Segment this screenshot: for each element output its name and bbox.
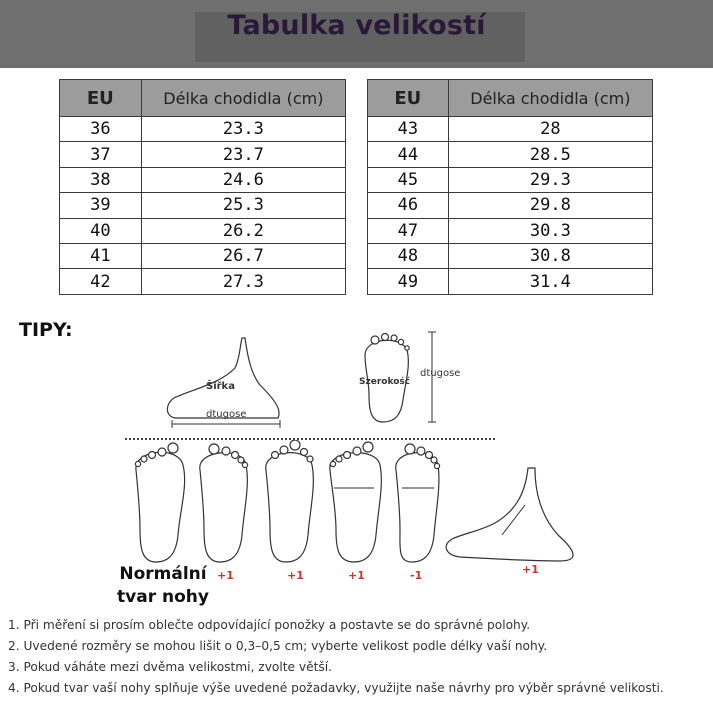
size-table-right: [367, 79, 653, 295]
table-row: [368, 193, 653, 218]
diff-label-5: +1: [522, 563, 539, 576]
eu-size-cell: 40: [60, 218, 142, 243]
note-item: 4. Pokud tvar vaší nohy splňuje výše uvedené požadavky, využijte naše návrhy pro výběr správné velikosti.: [8, 681, 664, 695]
foot-length-cell: 26.7: [141, 243, 345, 268]
table-row: [368, 269, 653, 294]
table-row: [60, 243, 346, 268]
eu-size-cell: 49: [368, 269, 449, 294]
foot-shapes: [128, 440, 458, 565]
header-length: Délka chodidla (cm): [448, 80, 652, 117]
foot-shape-3: [266, 440, 314, 562]
eu-size-cell: 43: [368, 117, 449, 142]
side-width-label: Šířka: [206, 381, 235, 392]
table-header-row: [60, 80, 346, 117]
foot-length-cell: 28: [448, 117, 652, 142]
table-row: [60, 269, 346, 294]
table-header-row: [368, 80, 653, 117]
table-row: [368, 243, 653, 268]
eu-size-cell: 47: [368, 218, 449, 243]
note-item: 1. Při měření si prosím oblečte odpovídající ponožky a postavte se do správné polohy.: [8, 618, 531, 632]
table-row: [60, 218, 346, 243]
foot-length-cell: 27.3: [141, 269, 345, 294]
foot-shape-1: [135, 443, 184, 562]
table-row: [60, 167, 346, 192]
diff-label-3: +1: [348, 569, 365, 582]
table-row: [60, 117, 346, 142]
foot-length-cell: 30.8: [448, 243, 652, 268]
table-row: [60, 193, 346, 218]
arch-foot-illustration: [440, 465, 580, 565]
foot-shape-2: [200, 444, 248, 562]
foot-length-cell: 28.5: [448, 142, 652, 167]
table-row: [368, 218, 653, 243]
foot-length-cell: 24.6: [141, 167, 345, 192]
eu-size-cell: 37: [60, 142, 142, 167]
header-eu: EU: [368, 80, 449, 117]
eu-size-cell: 46: [368, 193, 449, 218]
top-width-label: Szerokość: [359, 377, 411, 387]
page-title: Tabulka velikostí: [227, 10, 486, 41]
tips-heading: TIPY:: [19, 319, 73, 341]
eu-size-cell: 45: [368, 167, 449, 192]
foot-length-cell: 31.4: [448, 269, 652, 294]
foot-length-cell: 29.8: [448, 193, 652, 218]
table-row: [368, 167, 653, 192]
foot-length-cell: 23.3: [141, 117, 345, 142]
eu-size-cell: 42: [60, 269, 142, 294]
diff-label-1: +1: [217, 569, 234, 582]
side-length-label: dtugose: [206, 409, 247, 420]
notes-list: [8, 615, 708, 697]
eu-size-cell: 39: [60, 193, 142, 218]
eu-size-cell: 36: [60, 117, 142, 142]
foot-length-cell: 30.3: [448, 218, 652, 243]
size-table-left: [59, 79, 346, 295]
foot-shape-4: [330, 442, 382, 562]
eu-size-cell: 41: [60, 243, 142, 268]
table-row: [368, 117, 653, 142]
foot-length-cell: 25.3: [141, 193, 345, 218]
foot-length-cell: 23.7: [141, 142, 345, 167]
foot-length-cell: 26.2: [141, 218, 345, 243]
table-row: [60, 142, 346, 167]
normal-foot-label: Normální tvar nohy: [117, 564, 209, 607]
note-item: 3. Pokud váháte mezi dvěma velikostmi, zvolte větší.: [8, 660, 333, 674]
foot-shape-5: [396, 444, 440, 562]
foot-length-cell: 29.3: [448, 167, 652, 192]
header-length: Délka chodidla (cm): [141, 80, 345, 117]
top-length-label: dtugose: [420, 368, 461, 379]
diff-label-4: -1: [410, 569, 423, 582]
eu-size-cell: 44: [368, 142, 449, 167]
table-row: [368, 142, 653, 167]
note-item: 2. Uvedené rozměry se mohou lišit o 0,3–0,5 cm; vyberte velikost podle délky vaší nohy.: [8, 639, 548, 653]
eu-size-cell: 48: [368, 243, 449, 268]
diff-label-2: +1: [287, 569, 304, 582]
eu-size-cell: 38: [60, 167, 142, 192]
header-eu: EU: [60, 80, 142, 117]
